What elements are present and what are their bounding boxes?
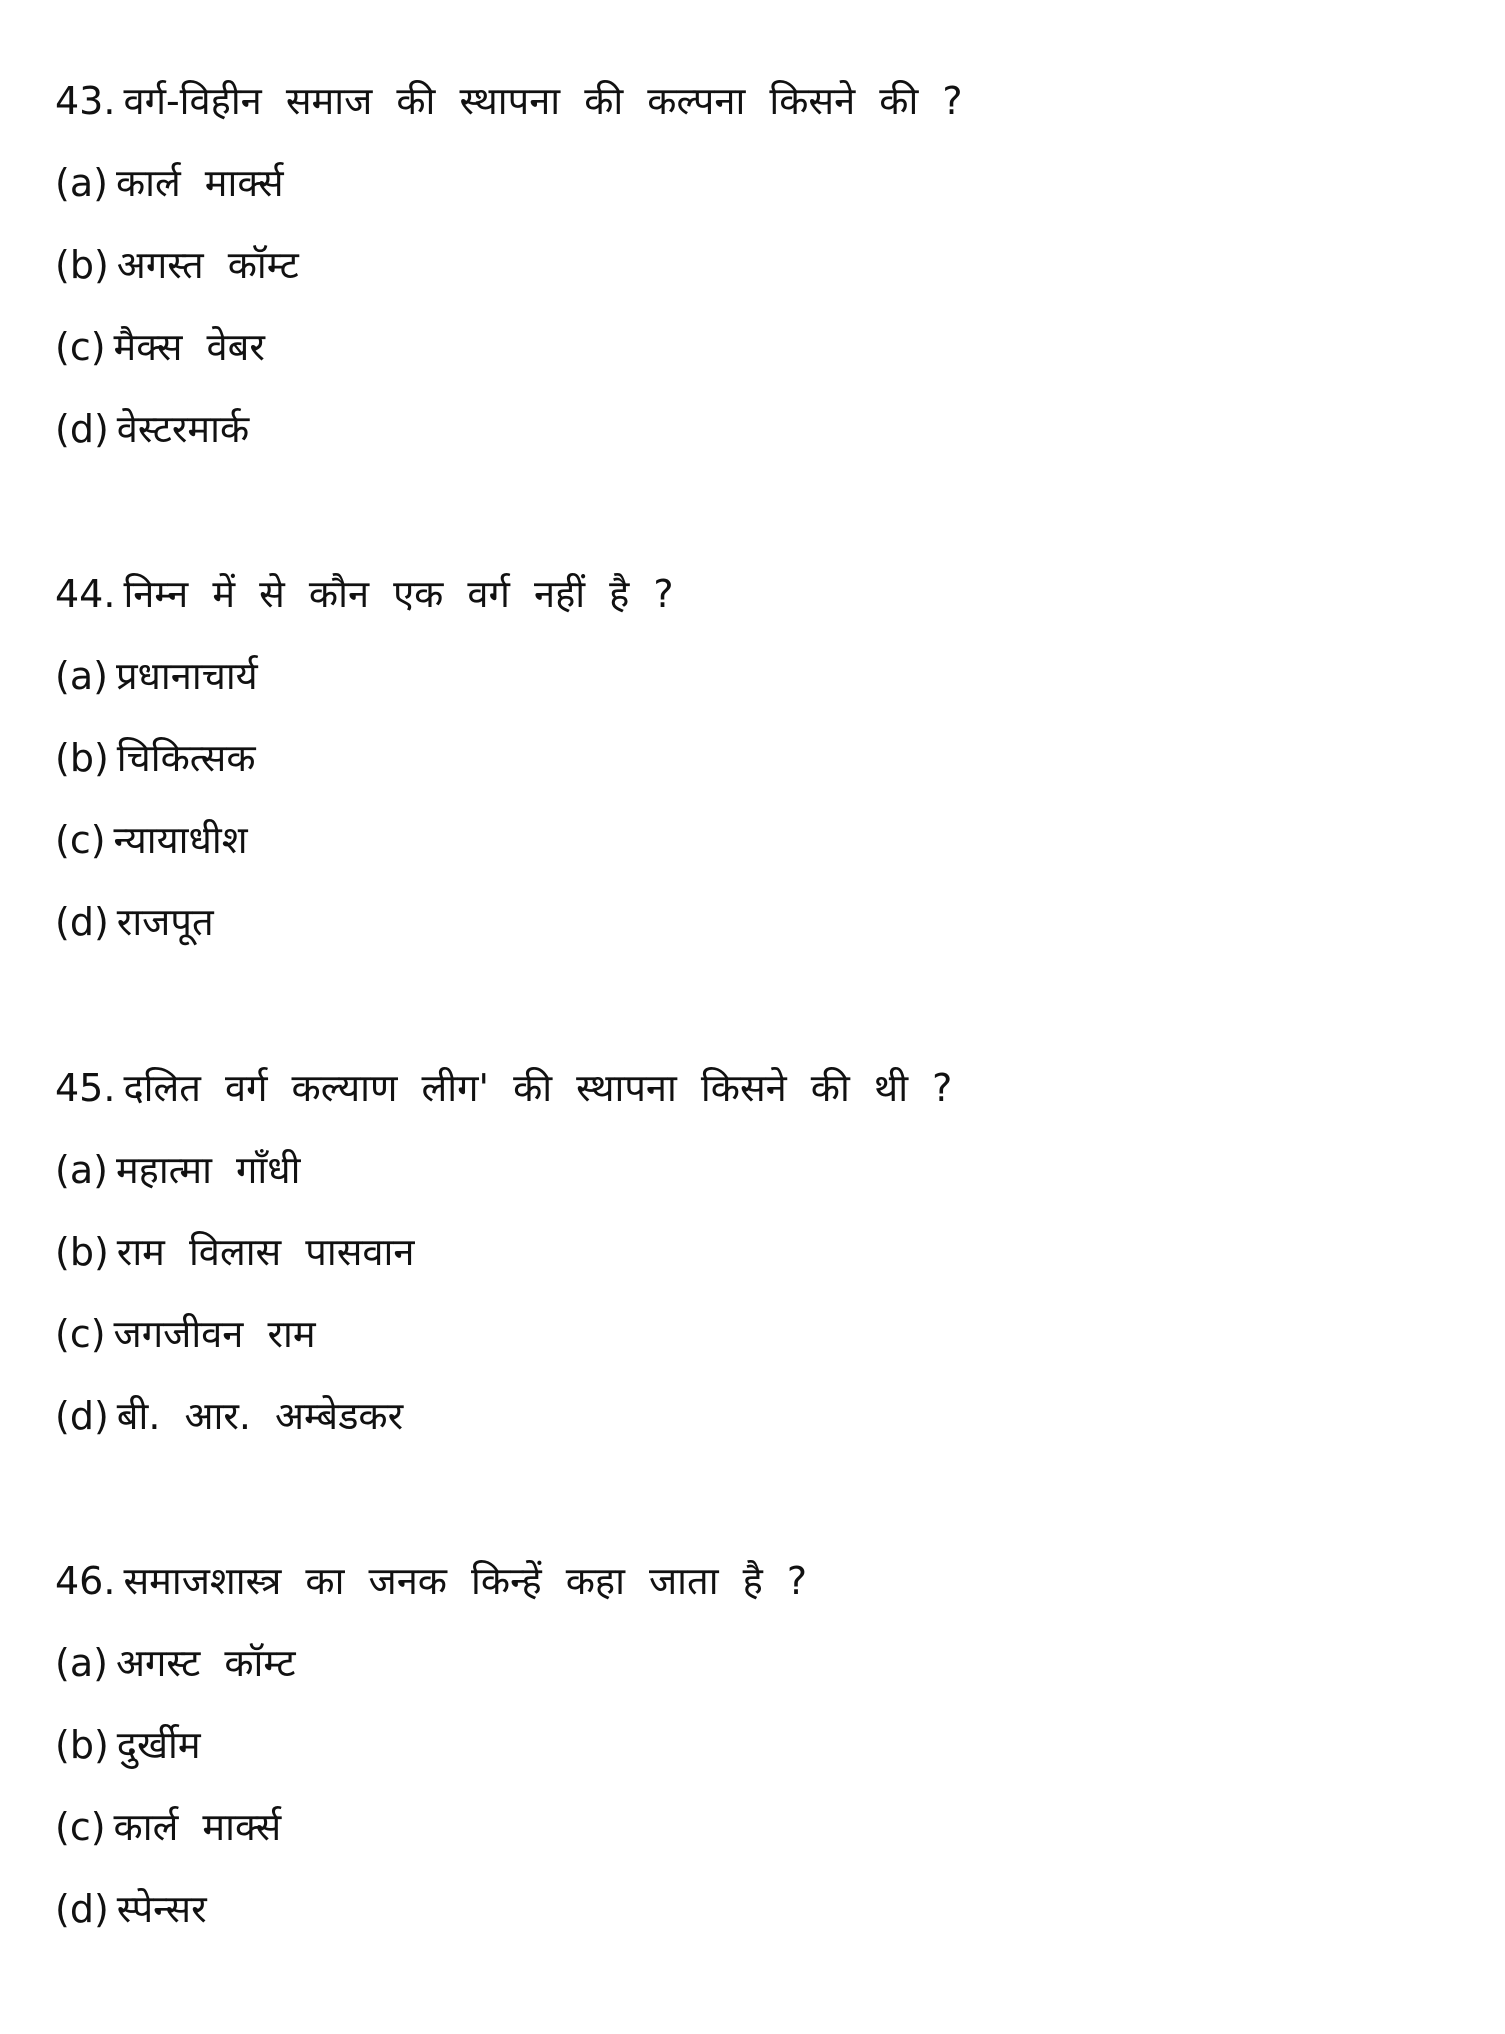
option-label: (b) bbox=[55, 243, 109, 287]
option-label: (c) bbox=[55, 1312, 106, 1356]
option-text: बी. आर. अम्बेडकर bbox=[116, 1394, 404, 1438]
option-label: (d) bbox=[55, 1394, 109, 1438]
question-text-line bbox=[55, 60, 1455, 142]
question-text-line bbox=[55, 553, 1455, 635]
question-number: 46. bbox=[55, 1559, 116, 1603]
question-text-line bbox=[55, 1540, 1455, 1622]
question-number: 44. bbox=[55, 572, 116, 616]
option-text: अगस्ट कॉम्ट bbox=[115, 1641, 296, 1685]
option-text: न्यायाधीश bbox=[113, 818, 248, 862]
question-number: 43. bbox=[55, 79, 116, 123]
option-label: (a) bbox=[55, 161, 108, 205]
option-label: (a) bbox=[55, 654, 108, 698]
option-label: (a) bbox=[55, 1148, 108, 1192]
question-46 bbox=[55, 1540, 1455, 1950]
question-text: समाजशास्त्र का जनक किन्हें कहा जाता है ? bbox=[123, 1559, 808, 1603]
option-text: जगजीवन राम bbox=[113, 1312, 316, 1356]
option-a bbox=[55, 635, 1455, 717]
option-label: (d) bbox=[55, 1887, 109, 1931]
option-b bbox=[55, 1704, 1455, 1786]
question-text: दलित वर्ग कल्याण लीग' की स्थापना किसने की थी ? bbox=[123, 1066, 953, 1110]
option-d bbox=[55, 881, 1455, 963]
question-44 bbox=[55, 553, 1455, 963]
question-text: वर्ग-विहीन समाज की स्थापना की कल्पना किसने की ? bbox=[123, 79, 963, 123]
option-c bbox=[55, 1293, 1455, 1375]
question-text: निम्न में से कौन एक वर्ग नहीं है ? bbox=[123, 572, 674, 616]
option-label: (c) bbox=[55, 325, 106, 369]
option-b bbox=[55, 224, 1455, 306]
option-label: (b) bbox=[55, 736, 109, 780]
option-text: कार्ल मार्क्स bbox=[113, 1805, 282, 1849]
question-45 bbox=[55, 1047, 1455, 1457]
option-a bbox=[55, 142, 1455, 224]
option-c bbox=[55, 1786, 1455, 1868]
option-label: (c) bbox=[55, 818, 106, 862]
option-label: (c) bbox=[55, 1805, 106, 1849]
option-c bbox=[55, 306, 1455, 388]
option-text: कार्ल मार्क्स bbox=[115, 161, 284, 205]
option-c bbox=[55, 799, 1455, 881]
option-label: (d) bbox=[55, 900, 109, 944]
option-d bbox=[55, 1375, 1455, 1457]
option-label: (b) bbox=[55, 1230, 109, 1274]
option-a bbox=[55, 1622, 1455, 1704]
option-b bbox=[55, 717, 1455, 799]
option-label: (b) bbox=[55, 1723, 109, 1767]
option-text: स्पेन्सर bbox=[116, 1887, 207, 1931]
option-label: (a) bbox=[55, 1641, 108, 1685]
option-text: चिकित्सक bbox=[116, 736, 256, 780]
option-text: महात्मा गाँधी bbox=[115, 1148, 301, 1192]
option-b bbox=[55, 1211, 1455, 1293]
question-43 bbox=[55, 60, 1455, 470]
option-text: राजपूत bbox=[116, 900, 214, 944]
option-text: वेस्टरमार्क bbox=[116, 407, 250, 451]
option-d bbox=[55, 388, 1455, 470]
option-d bbox=[55, 1868, 1455, 1950]
option-text: अगस्त कॉम्ट bbox=[116, 243, 299, 287]
option-text: मैक्स वेबर bbox=[113, 325, 265, 369]
option-text: प्रधानाचार्य bbox=[115, 654, 258, 698]
question-text-line bbox=[55, 1047, 1455, 1129]
option-text: राम विलास पासवान bbox=[116, 1230, 415, 1274]
option-text: दुर्खीम bbox=[116, 1723, 201, 1767]
option-label: (d) bbox=[55, 407, 109, 451]
question-number: 45. bbox=[55, 1066, 116, 1110]
option-a bbox=[55, 1129, 1455, 1211]
